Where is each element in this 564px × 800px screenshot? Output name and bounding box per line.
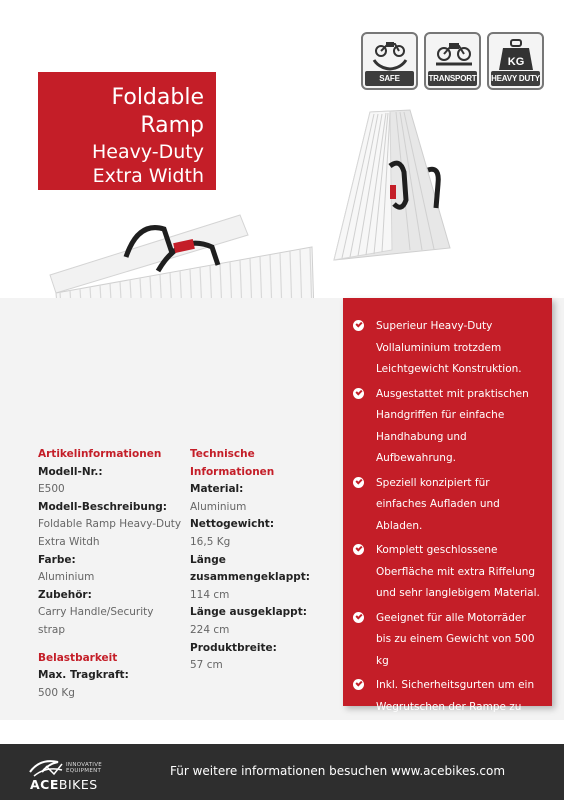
article-info-heading: Artikelinformationen — [38, 448, 162, 460]
check-icon — [353, 612, 364, 623]
technical-info-heading: Technische Informationen — [190, 448, 275, 478]
feature-item — [353, 384, 542, 470]
feature-text: Komplett geschlossene Oberfläche mit extra Riffelung und sehr langlebigem Material. — [376, 544, 540, 599]
brand-bold: ACE — [30, 777, 59, 792]
check-icon — [353, 477, 364, 488]
folded-ramp-image — [330, 100, 460, 270]
website-text: Für weitere informationen besuchen www.acebikes.com — [170, 764, 506, 778]
transport-label: TRANSPORT — [428, 71, 477, 86]
heavy-duty-badge — [487, 32, 544, 90]
motorcycle-hands-icon — [371, 38, 409, 72]
unfolded-length-label: Länge ausgeklappt: — [190, 606, 307, 619]
feature-text: Speziell konzipiert für einfaches Aufladen und Abladen. — [376, 476, 500, 532]
feature-text: Ausgestattet mit praktischen Handgriffen für einfache Handhabung und Aufbewahrung. — [376, 387, 529, 464]
feature-item — [353, 540, 542, 605]
transport-badge — [424, 32, 481, 90]
material-value: Aluminium — [190, 500, 247, 513]
check-icon — [353, 679, 364, 690]
unfolded-length-value: 224 cm — [190, 623, 230, 636]
feature-badges — [361, 32, 544, 90]
technical-info-column — [190, 446, 340, 675]
material-label: Material: — [190, 483, 244, 496]
feature-text: Geeignet für alle Motorräder bis zu einem Gewicht von 500 kg — [376, 611, 535, 667]
feature-item — [353, 675, 542, 740]
feature-item — [353, 608, 542, 673]
safe-badge — [361, 32, 418, 90]
safe-label: SAFE — [365, 71, 414, 86]
color-value: Aluminium — [38, 571, 95, 584]
feature-item — [353, 316, 542, 381]
motorcycle-transport-icon — [434, 38, 474, 72]
title-line-3: Extra Width — [92, 165, 204, 187]
check-icon — [353, 544, 364, 555]
kg-text: KG — [507, 56, 525, 68]
accessory-label: Zubehör: — [38, 588, 92, 601]
footer-bar — [0, 744, 564, 800]
product-title-block — [38, 72, 216, 190]
accessory-value: Carry Handle/Security strap — [38, 606, 154, 636]
brand-name — [30, 777, 98, 792]
model-no-label: Modell-Nr.: — [38, 465, 103, 478]
title-line-2: Heavy-Duty — [92, 141, 204, 163]
features-panel — [343, 298, 552, 734]
brand-rest: BIKES — [58, 777, 98, 792]
check-icon — [353, 388, 364, 399]
article-info-column — [38, 446, 183, 702]
max-load-value: 500 Kg — [38, 686, 75, 699]
heavy-duty-label: HEAVY DUTY — [491, 71, 540, 86]
model-no-value: E500 — [38, 483, 65, 496]
model-desc-label: Modell-Beschreibung: — [38, 500, 168, 513]
logo-tagline-1: INNOVATIVE — [66, 762, 103, 768]
check-icon — [353, 320, 364, 331]
product-width-label: Produktbreite: — [190, 641, 277, 654]
color-label: Farbe: — [38, 553, 76, 566]
folded-length-label: Länge zusammengeklappt: — [190, 553, 310, 584]
title-line-1: Foldable Ramp — [111, 85, 204, 138]
feature-item — [353, 473, 542, 538]
product-width-value: 57 cm — [190, 659, 223, 672]
max-load-label: Max. Tragkraft: — [38, 669, 129, 682]
net-weight-label: Nettogewicht: — [190, 518, 275, 531]
feature-text: Superieur Heavy-Duty Vollaluminium trotzdem Leichtgewicht Konstruktion. — [376, 320, 522, 375]
model-desc-value: Foldable Ramp Heavy-Duty Extra Witdh — [38, 518, 182, 548]
load-heading: Belastbarkeit — [38, 651, 118, 664]
logo-tagline-2: EQUIPMENT — [66, 768, 102, 774]
kg-weight-icon — [497, 38, 535, 72]
net-weight-value: 16,5 Kg — [190, 535, 231, 548]
folded-length-value: 114 cm — [190, 588, 230, 601]
feature-text: Inkl. Sicherheitsgurten um ein Wegrutschen der Rampe zu verhindern. — [376, 679, 535, 734]
